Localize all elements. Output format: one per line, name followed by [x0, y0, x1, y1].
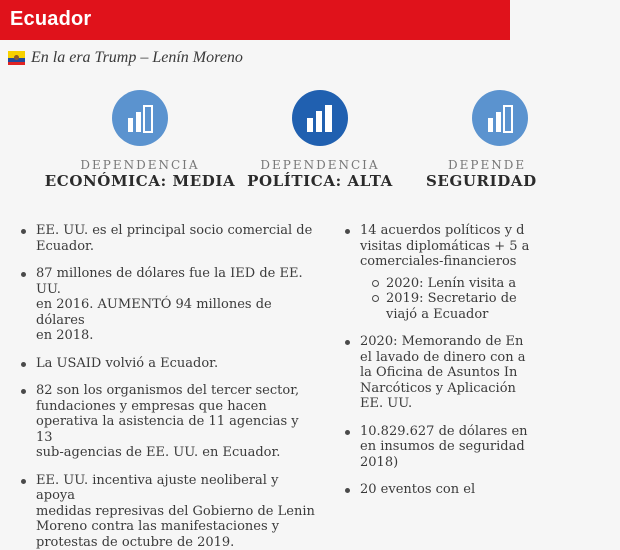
economic-dependence-chart-icon: [112, 90, 168, 146]
sub-list-item: [386, 291, 620, 322]
page-title: Ecuador: [10, 8, 91, 31]
column-2-label-bottom: POLÍTICA: ALTA: [220, 172, 420, 190]
list-item-line: operativa la asistencia de 11 agencias y 13: [36, 414, 316, 445]
list-item: [360, 424, 620, 471]
list-item-line: 10.829.627 de dólares en: [360, 424, 620, 440]
list-item-line: visitas diplomáticas + 5 a: [360, 239, 620, 255]
column-3-label-bottom: SEGURIDAD: [426, 172, 510, 190]
sub-list-item: [386, 276, 620, 292]
list-item: [36, 473, 316, 550]
list-item-line: fundaciones y empresas que hacen: [36, 399, 316, 415]
list-item-line: La USAID volvió a Ecuador.: [36, 356, 316, 372]
list-item: [36, 356, 316, 372]
list-item-line: protestas de octubre de 2019.: [36, 535, 316, 550]
list-item-line: 2020: Memorando de En: [360, 334, 620, 350]
hollow-bullet-icon: [372, 280, 379, 287]
list-item-line: en insumos de seguridad: [360, 439, 620, 455]
bullet-icon: [21, 389, 26, 394]
list-item-line: 20 eventos con el: [360, 482, 620, 498]
list-item: [36, 266, 316, 344]
bullet-icon: [345, 340, 350, 345]
bullet-icon: [21, 479, 26, 484]
list-item-line: viajó a Ecuador: [386, 307, 620, 323]
list-item-line: Moreno contra las manifestaciones y: [36, 519, 316, 535]
bullet-icon: [21, 229, 26, 234]
list-item: [360, 482, 620, 498]
list-item-line: Narcóticos y Aplicación: [360, 381, 620, 397]
bullet-icon: [21, 362, 26, 367]
list-item-line: en 2016. AUMENTÓ 94 millones de dólares: [36, 297, 316, 328]
list-item: [36, 383, 316, 461]
sub-list: [360, 276, 620, 323]
column-3-label-top: DEPENDE: [448, 158, 510, 172]
column-1-label-top: DEPENDENCIA: [50, 158, 230, 172]
list-item-line: Ecuador.: [36, 239, 316, 255]
bar-chart-icon: [112, 90, 168, 146]
list-item-line: 2019: Secretario de: [386, 291, 620, 307]
list-item-line: sub-agencias de EE. UU. en Ecuador.: [36, 445, 316, 461]
column-2-label-top: DEPENDENCIA: [230, 158, 410, 172]
subtitle-text: En la era Trump – Lenín Moreno: [31, 49, 243, 67]
ecuador-flag-icon: [8, 51, 25, 65]
list-item-line: EE. UU. es el principal socio comercial de: [36, 223, 316, 239]
bullet-icon: [345, 229, 350, 234]
list-item-line: 14 acuerdos políticos y d: [360, 223, 620, 239]
bullet-icon: [21, 272, 26, 277]
right-column-clip: [340, 0, 510, 500]
list-item-line: 87 millones de dólares fue la IED de EE. UU.: [36, 266, 316, 297]
list-item: [360, 334, 620, 412]
subtitle: [8, 49, 243, 67]
economic-facts-list: [36, 223, 316, 550]
list-item-line: en 2018.: [36, 328, 316, 344]
list-item-line: 2020: Lenín visita a: [386, 276, 620, 292]
bullet-icon: [345, 488, 350, 493]
list-item-line: EE. UU.: [360, 396, 620, 412]
list-item: [360, 223, 620, 322]
list-item: [36, 223, 316, 254]
list-item-line: la Oficina de Asuntos In: [360, 365, 620, 381]
political-facts-list: [360, 223, 620, 498]
list-item-line: el lavado de dinero con a: [360, 350, 620, 366]
hollow-bullet-icon: [372, 295, 379, 302]
list-item-line: 82 son los organismos del tercer sector,: [36, 383, 316, 399]
list-item-line: comerciales-financieros: [360, 254, 620, 270]
list-item-line: EE. UU. incentiva ajuste neoliberal y apoya: [36, 473, 316, 504]
bullet-icon: [345, 430, 350, 435]
column-1-label-bottom: ECONÓMICA: MEDIA: [40, 172, 240, 190]
list-item-line: 2018): [360, 455, 620, 471]
list-item-line: medidas represivas del Gobierno de Lenin: [36, 504, 316, 520]
